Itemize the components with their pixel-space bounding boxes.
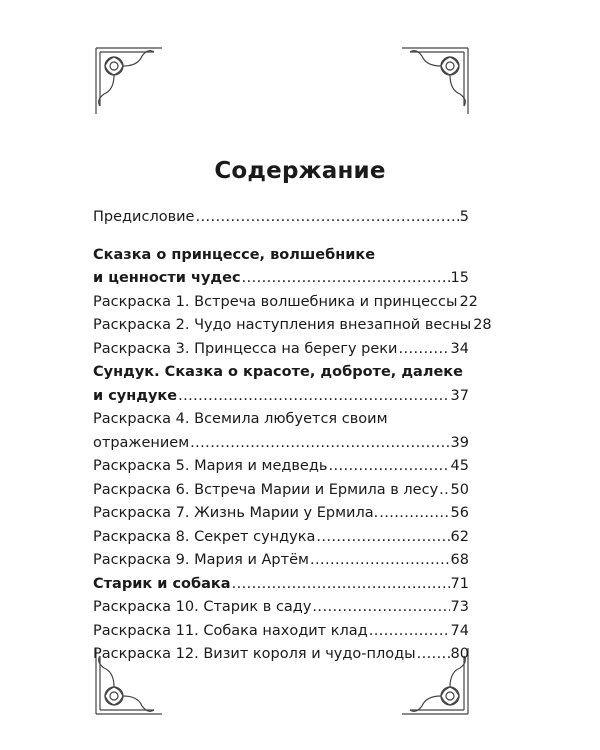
dot-leader [379,502,449,526]
dot-leader [312,596,449,620]
toc-entry-page: 71 [450,575,469,592]
dot-leader [232,573,450,597]
toc-entry-label: Раскраска 4. Всемила любуется своим [93,411,388,427]
dot-leader [369,620,450,644]
toc-entry-coloring-12[interactable] [93,643,469,667]
toc-entry-page: 74 [450,622,469,639]
toc-entry-label: Сказка о принцессе, волшебнике [93,246,376,263]
toc-entry-coloring-10[interactable] [93,596,469,620]
toc-entry-preface[interactable] [93,206,469,230]
toc-entry-page: 5 [459,209,469,225]
toc-entry-label: Раскраска 12. Визит короля и чудо-плоды [93,646,416,662]
dot-leader [398,338,449,362]
toc-entry-page: 28 [473,317,492,333]
toc-entry-label: Сундук. Сказка о красоте, доброте, далеке [93,364,463,380]
toc-entry-label: Раскраска 10. Старик в саду [93,599,312,615]
toc-entry-page: 62 [450,528,469,545]
toc-entry-label: и ценности чудес [93,270,241,286]
toc-entry-label: Раскраска 8. Секрет сундука [93,528,316,545]
celtic-knot-icon [398,44,472,118]
dot-leader [242,267,450,291]
toc-entry-label: и сундуке [93,387,178,404]
toc-entry-coloring-9[interactable] [93,549,469,573]
toc-entry-coloring-5[interactable] [93,455,469,479]
section-gap [93,230,469,244]
dot-leader [417,643,450,667]
toc-entry-page: 22 [459,293,478,310]
dot-leader [328,455,449,479]
toc-section-heading[interactable] [93,244,469,268]
toc-entry-coloring-7[interactable] [93,502,469,526]
toc-entry-page: 34 [450,340,469,357]
toc-entry-coloring-6[interactable] [93,479,469,503]
toc-entry-page: 56 [450,505,469,521]
toc-entry-coloring-2[interactable] [93,314,492,338]
toc-entry-page: 39 [450,434,469,451]
toc-entry-coloring-11[interactable] [93,620,469,644]
toc-section-story-1[interactable] [93,267,469,291]
corner-ornament-top-right [398,44,472,118]
dot-leader [316,526,449,550]
toc-section-heading[interactable] [93,361,469,385]
toc-entry-label: Раскраска 2. Чудо наступления внезапной весны [93,317,472,333]
toc-entry-label: Раскраска 11. Собака находит клад [93,622,368,639]
toc-entry-coloring-8[interactable] [93,526,469,550]
toc-entry-page: 45 [450,458,469,474]
toc-entry-label: Раскраска 7. Жизнь Марии у Ермила. [93,505,379,521]
celtic-knot-icon [92,44,166,118]
dot-leader [190,432,449,456]
toc-entry-label: Раскраска 5. Мария и медведь [93,458,328,474]
toc-entry-page: 73 [450,599,469,615]
toc-entry-page: 15 [450,270,469,286]
dot-leader [439,479,449,503]
toc-entry-page: 50 [450,481,469,498]
toc-entry-label: Раскраска 1. Встреча волшебника и принцессы [93,293,458,310]
dot-leader [195,206,458,230]
toc-entry-label: Раскраска 9. Мария и Артём [93,552,309,568]
toc-entry-coloring-1[interactable] [93,291,478,315]
toc-section-story-2[interactable] [93,385,469,409]
toc-entry-page: 37 [450,387,469,404]
toc-entry-page: 68 [450,552,469,568]
toc-entry-label: Предисловие [93,209,195,225]
toc-entry-coloring-4[interactable] [93,432,469,456]
toc-entry-page: 80 [450,646,469,662]
toc-entry-coloring-3[interactable] [93,338,469,362]
toc-entry-label: Раскраска 3. Принцесса на берегу реки [93,340,398,357]
page-title: Содержание [214,158,386,184]
toc-entry-label: Раскраска 6. Встреча Марии и Ермила в лесу [93,481,439,498]
table-of-contents [93,206,492,667]
toc-entry-coloring-4-line-1[interactable] [93,408,469,432]
toc-entry-label: отражением [93,434,190,451]
dot-leader [178,385,449,409]
toc-section-story-3[interactable] [93,573,469,597]
toc-entry-label: Старик и собака [93,575,231,592]
corner-ornament-top-left [92,44,166,118]
dot-leader [310,549,450,573]
